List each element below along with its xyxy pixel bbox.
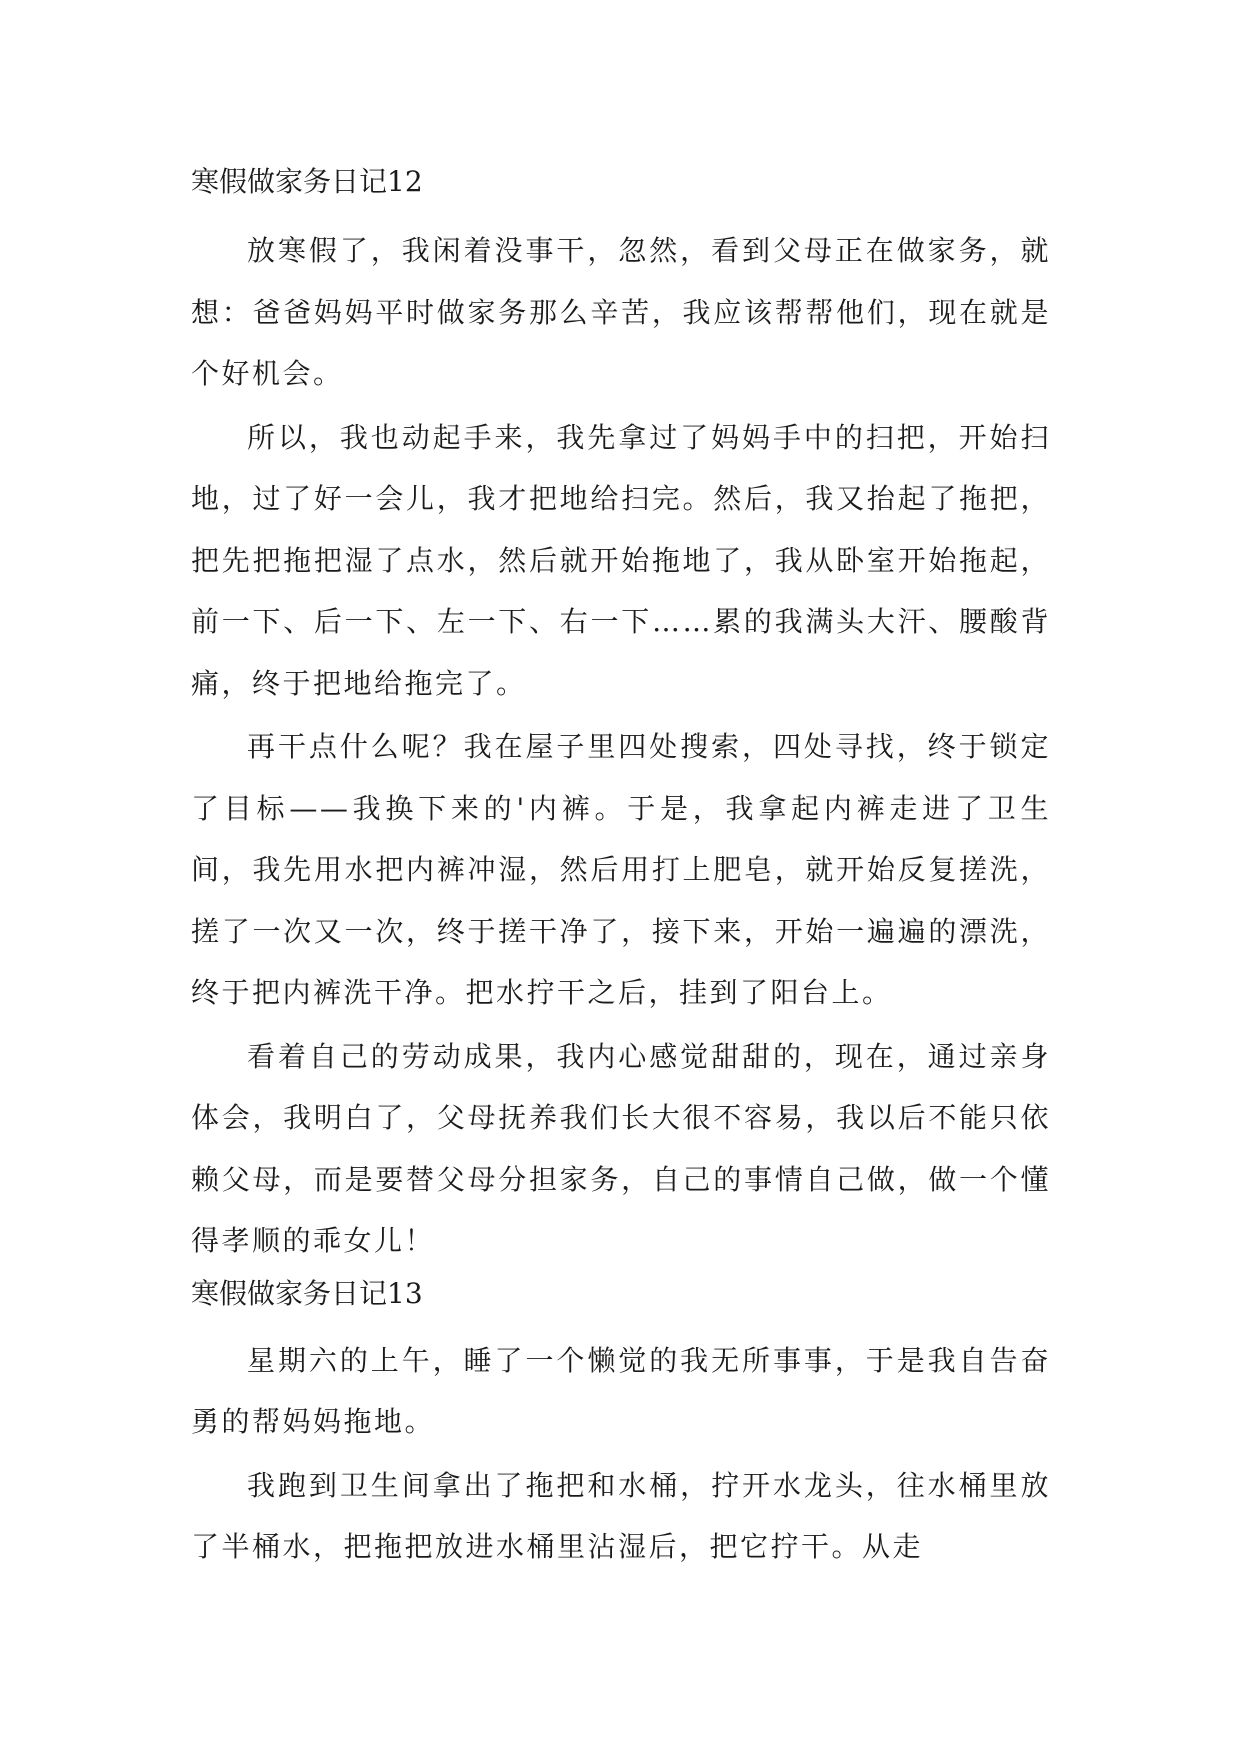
document-page [191, 162, 1051, 1580]
entry-title: 寒假做家务日记12 [191, 165, 423, 198]
paragraph: 我跑到卫生间拿出了拖把和水桶，拧开水龙头，往水桶里放了半桶水，把拖把放进水桶里沾湿后，把它拧干。从走 [191, 1468, 1051, 1563]
diary-entry-13 [191, 1274, 1051, 1578]
paragraph: 放寒假了，我闲着没事干，忽然，看到父母正在做家务，就想：爸爸妈妈平时做家务那么辛苦，我应该帮帮他们，现在就是个好机会。 [191, 234, 1051, 390]
entry-title: 寒假做家务日记13 [191, 1276, 423, 1310]
paragraph: 所以，我也动起手来，我先拿过了妈妈手中的扫把，开始扫地，过了好一会儿，我才把地给扫完。然后，我又抬起了拖把，把先把拖把湿了点水，然后就开始拖地了，我从卧室开始拖起，前一下、后一下、左一下、右一下……累的我满头大汗、腰酸背痛，终于把地给拖完了。 [191, 420, 1051, 700]
diary-entry-12 [191, 162, 1051, 1272]
paragraph: 再干点什么呢？我在屋子里四处搜索，四处寻找，终于锁定了目标——我换下来的'内裤。于是，我拿起内裤走进了卫生间，我先用水把内裤冲湿，然后用打上肥皂，就开始反复搓洗，搓了一次又一次，终于搓干净了，接下来，开始一遍遍的漂洗，终于把内裤洗干净。把水拧干之后，挂到了阳台上。 [191, 730, 1051, 1009]
paragraph: 看着自己的劳动成果，我内心感觉甜甜的，现在，通过亲身体会，我明白了，父母抚养我们长大很不容易，我以后不能只依赖父母，而是要替父母分担家务，自己的事情自己做，做一个懂得孝顺的乖女儿！ [191, 1039, 1051, 1257]
paragraph: 星期六的上午，睡了一个懒觉的我无所事事，于是我自告奋勇的帮妈妈拖地。 [191, 1343, 1051, 1438]
